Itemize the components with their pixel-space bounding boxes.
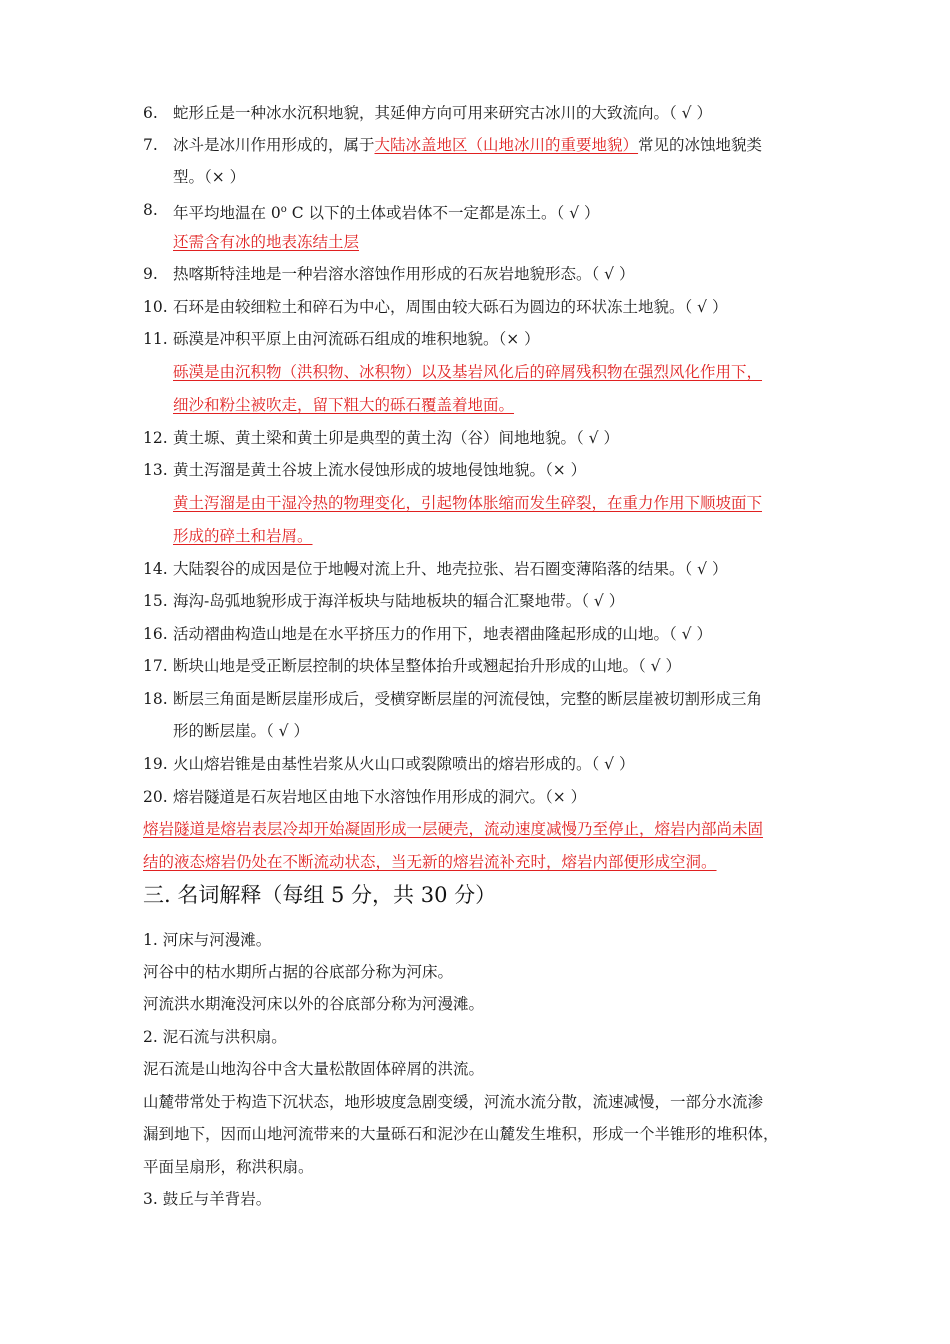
question-text: 大陆裂谷的成因是位于地幔对流上升、地壳拉张、岩石圈变薄陷落的结果。（ √ ） bbox=[173, 560, 728, 578]
question-text: 热喀斯特洼地是一种岩溶水溶蚀作用形成的石灰岩地貌形态。（ √ ） bbox=[173, 265, 635, 283]
item-number: 17. bbox=[143, 657, 168, 675]
item-number: 7. bbox=[143, 136, 158, 154]
question-text: 砾漠是冲积平原上由河流砾石组成的堆积地貌。（× ） bbox=[173, 330, 540, 348]
question-text: 黄土泻溜是黄土谷坡上流水侵蚀形成的坡地侵蚀地貌。（× ） bbox=[173, 461, 587, 479]
item-number: 13. bbox=[143, 461, 168, 479]
answer-note: 熔岩隧道是熔岩表层冷却开始凝固形成一层硬壳，流动速度减慢乃至停止，熔岩内部尚未固 bbox=[143, 820, 764, 838]
answer-note: 还需含有冰的地表冻结土层 bbox=[173, 233, 360, 251]
item-number: 11. bbox=[143, 330, 168, 348]
item-number: 15. bbox=[143, 592, 168, 610]
answer-note: 形成的碎土和岩屑。 bbox=[173, 527, 313, 545]
question-text bbox=[173, 135, 762, 155]
item-number: 12. bbox=[143, 429, 168, 447]
answer-note: 砾漠是由沉积物（洪积物、冰积物）以及基岩风化后的碎屑残积物在强烈风化作用下， bbox=[173, 363, 763, 381]
question-text: 熔岩隧道是石灰岩地区由地下水溶蚀作用形成的洞穴。（× ） bbox=[173, 788, 587, 806]
definition-title: 1. 河床与河漫滩。 bbox=[143, 931, 272, 949]
question-text: 断层三角面是断层崖形成后，受横穿断层崖的河流侵蚀，完整的断层崖被切割形成三角 bbox=[173, 690, 763, 708]
answer-note: 结的液态熔岩仍处在不断流动状态，当无新的熔岩流补充时，熔岩内部便形成空洞。 bbox=[143, 853, 717, 871]
item-number: 14. bbox=[143, 560, 168, 578]
definition-title: 2. 泥石流与洪积扇。 bbox=[143, 1028, 287, 1046]
answer-note: 黄土泻溜是由干湿冷热的物理变化，引起物体胀缩而发生碎裂，在重力作用下顺坡面下 bbox=[173, 494, 763, 512]
item-number: 20. bbox=[143, 788, 168, 806]
item-number: 16. bbox=[143, 625, 168, 643]
question-text-part: 年平均地温在 0 bbox=[173, 204, 281, 223]
definition-text: 平面呈扇形，称洪积扇。 bbox=[143, 1158, 314, 1176]
definition-text: 山麓带常处于构造下沉状态，地形坡度急剧变缓，河流水流分散，流速减慢，一部分水流渗 bbox=[143, 1093, 764, 1111]
section-heading: 三. 名词解释（每组 5 分，共 30 分） bbox=[143, 883, 497, 907]
degree-sup: o bbox=[280, 204, 287, 215]
definition-text: 漏到地下，因而山地河流带来的大量砾石和泥沙在山麓发生堆积，形成一个半锥形的堆积体， bbox=[143, 1125, 779, 1143]
question-text bbox=[173, 200, 600, 223]
question-text: 断块山地是受正断层控制的块体呈整体抬升或翘起抬升形成的山地。（ √ ） bbox=[173, 657, 681, 675]
definition-text: 河谷中的枯水期所占据的谷底部分称为河床。 bbox=[143, 963, 454, 981]
question-text: 石环是由较细粒土和碎石为中心，周围由较大砾石为圆边的环状冻土地貌。（ √ ） bbox=[173, 298, 728, 316]
question-text-part: C 以下的土体或岩体不一定都是冻土。（ √ ） bbox=[286, 204, 600, 223]
definition-text: 河流洪水期淹没河床以外的谷底部分称为河漫滩。 bbox=[143, 995, 485, 1013]
answer-correction-inline: 大陆冰盖地区（山地冰川的重要地貌） bbox=[374, 136, 639, 154]
answer-note: 细沙和粉尘被吹走，留下粗大的砾石覆盖着地面。 bbox=[173, 396, 515, 414]
definition-text: 泥石流是山地沟谷中含大量松散固体碎屑的洪流。 bbox=[143, 1060, 485, 1078]
definition-title: 3. 鼓丘与羊背岩。 bbox=[143, 1190, 272, 1208]
question-text: 蛇形丘是一种冰水沉积地貌，其延伸方向可用来研究古冰川的大致流向。（ √ ） bbox=[173, 104, 712, 122]
item-number: 9. bbox=[143, 265, 158, 283]
item-number: 6. bbox=[143, 104, 158, 122]
question-text-continued: 形的断层崖。（ √ ） bbox=[173, 722, 309, 740]
item-number: 10. bbox=[143, 298, 168, 316]
question-text-part: 常见的冰蚀地貌类 bbox=[638, 136, 763, 154]
item-number: 8. bbox=[143, 201, 158, 219]
question-text: 火山熔岩锥是由基性岩浆从火山口或裂隙喷出的熔岩形成的。（ √ ） bbox=[173, 755, 635, 773]
question-text: 海沟-岛弧地貌形成于海洋板块与陆地板块的辐合汇聚地带。（ √ ） bbox=[173, 592, 625, 610]
item-number: 19. bbox=[143, 755, 168, 773]
question-text: 黄土塬、黄土梁和黄土卯是典型的黄土沟（谷）间地地貌。（ √ ） bbox=[173, 429, 619, 447]
question-text-continued: 型。（× ） bbox=[173, 168, 246, 186]
item-number: 18. bbox=[143, 690, 168, 708]
question-text-part: 冰斗是冰川作用形成的，属于 bbox=[173, 136, 375, 154]
question-text: 活动褶曲构造山地是在水平挤压力的作用下，地表褶曲隆起形成的山地。（ √ ） bbox=[173, 625, 712, 643]
